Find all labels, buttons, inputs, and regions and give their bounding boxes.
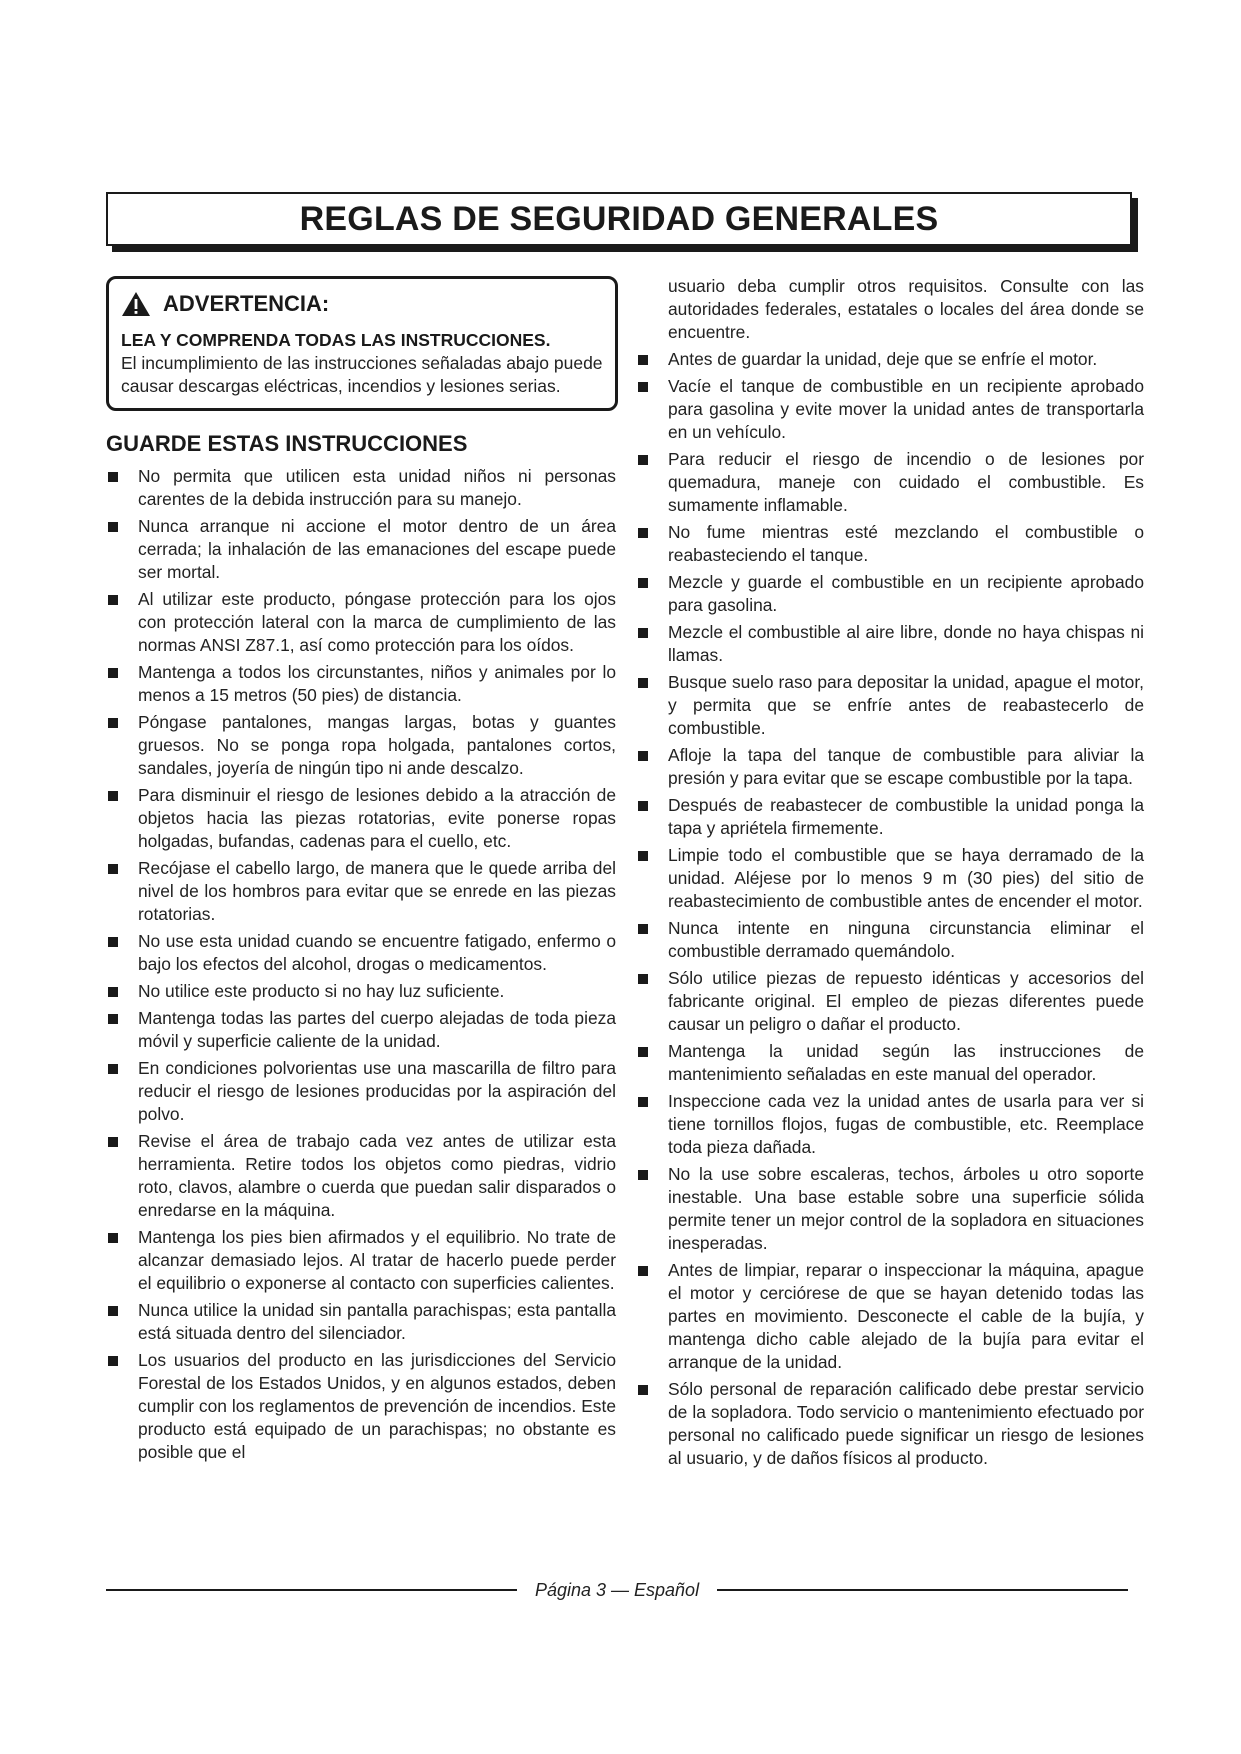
bullet-square-icon <box>638 528 648 538</box>
rule-text: Mezcle y guarde el combustible en un recipiente aprobado para gasolina. <box>668 572 1144 615</box>
bullet-square-icon <box>108 522 118 532</box>
warning-header <box>121 291 605 317</box>
bullet-square-icon <box>638 974 648 984</box>
bullet-square-icon <box>638 355 648 365</box>
list-item <box>636 1040 1144 1086</box>
rule-text: Busque suelo raso para depositar la unidad, apague el motor, y permita que se enfríe antes de reabastecerlo de combustible. <box>668 672 1144 738</box>
rule-text: Después de reabastecer de combustible la unidad ponga la tapa y apriétela firmemente. <box>668 795 1144 838</box>
rule-text: Sólo personal de reparación calificado debe prestar servicio de la sopladora. Todo servicio o mantenimiento efectuado por personal no calificado puede significar un riesgo de lesiones al usuario, y de daños físicos al producto. <box>668 1379 1144 1468</box>
bullet-square-icon <box>638 1047 648 1057</box>
bullet-square-icon <box>108 791 118 801</box>
bullet-square-icon <box>108 864 118 874</box>
right-rules-list <box>636 348 1144 1470</box>
list-item <box>106 1299 616 1345</box>
list-item <box>636 967 1144 1036</box>
list-item <box>636 1163 1144 1255</box>
rule-text: Limpie todo el combustible que se haya derramado de la unidad. Aléjese por lo menos 9 m (30 pies) del sitio de reabastecimiento de combustible antes de encender el motor. <box>668 845 1144 911</box>
list-item <box>106 1007 616 1053</box>
warning-bold-text: LEA Y COMPRENDA TODAS LAS INSTRUCCIONES. <box>121 330 551 350</box>
list-item <box>636 744 1144 790</box>
left-rules-list <box>106 465 616 1464</box>
left-column <box>106 276 616 1468</box>
list-item <box>106 661 616 707</box>
warning-text: El incumplimiento de las instrucciones señaladas abajo puede causar descargas eléctricas, incendios y lesiones serias. <box>121 353 603 396</box>
rule-text: Antes de limpiar, reparar o inspeccionar la máquina, apague el motor y cerciórese de que se hayan detenido todas las partes en movimiento. Desconecte el cable de la bujía, y mantenga dicho cable alejado de la bujía para evitar el arranque de la unidad. <box>668 1260 1144 1372</box>
rule-text: Mezcle el combustible al aire libre, donde no haya chispas ni llamas. <box>668 622 1144 665</box>
rule-text: Antes de guardar la unidad, deje que se enfríe el motor. <box>668 349 1098 369</box>
rule-text: Nunca arranque ni accione el motor dentro de un área cerrada; la inhalación de las emanaciones del escape puede ser mortal. <box>138 516 616 582</box>
warning-box <box>106 276 618 411</box>
rule-text: Nunca utilice la unidad sin pantalla parachispas; esta pantalla está situada dentro del silenciador. <box>138 1300 616 1343</box>
title-box <box>106 192 1132 246</box>
list-item <box>106 711 616 780</box>
bullet-square-icon <box>638 1266 648 1276</box>
list-item <box>636 1259 1144 1374</box>
rule-text: Mantenga los pies bien afirmados y el equilibrio. No trate de alcanzar demasiado lejos. Al tratar de hacerlo puede perder el equilibrio o exponerse al contacto con superficies calientes. <box>138 1227 616 1293</box>
warning-title: ADVERTENCIA: <box>163 291 330 316</box>
list-item <box>106 857 616 926</box>
bullet-square-icon <box>108 1306 118 1316</box>
rule-text: Sólo utilice piezas de repuesto idénticas y accesorios del fabricante original. El empleo de piezas diferentes puede causar un peligro o dañar el producto. <box>668 968 1144 1034</box>
rule-text: Inspeccione cada vez la unidad antes de usarla para ver si tiene tornillos flojos, fugas de combustible, etc. Reemplace toda pieza dañada. <box>668 1091 1144 1157</box>
list-item <box>106 1349 616 1464</box>
bullet-square-icon <box>638 382 648 392</box>
rule-text: Mantenga la unidad según las instrucciones de mantenimiento señaladas en este manual del operador. <box>668 1041 1144 1084</box>
list-item <box>106 784 616 853</box>
list-item <box>106 1130 616 1222</box>
bullet-square-icon <box>108 1233 118 1243</box>
bullet-square-icon <box>638 1097 648 1107</box>
rule-text: Para disminuir el riesgo de lesiones debido a la atracción de objetos hacia las piezas rotatorias, evite ponerse ropas holgadas, bufandas, cadenas para el cuello, etc. <box>138 785 616 851</box>
rule-text: No utilice este producto si no hay luz suficiente. <box>138 981 505 1001</box>
bullet-square-icon <box>638 1170 648 1180</box>
bullet-square-icon <box>108 937 118 947</box>
rule-text: Póngase pantalones, mangas largas, botas y guantes gruesos. No se ponga ropa holgada, pantalones cortos, sandales, joyería de ningún tipo ni ande descalzo. <box>138 712 616 778</box>
rule-text: Para reducir el riesgo de incendio o de lesiones por quemadura, maneje con cuidado el combustible. Es sumamente inflamable. <box>668 449 1144 515</box>
bullet-square-icon <box>108 472 118 482</box>
list-item <box>106 930 616 976</box>
bullet-square-icon <box>108 595 118 605</box>
bullet-square-icon <box>108 668 118 678</box>
list-item <box>106 980 616 1003</box>
bullet-square-icon <box>638 801 648 811</box>
list-item <box>106 588 616 657</box>
list-item <box>636 1090 1144 1159</box>
bullet-square-icon <box>108 718 118 728</box>
list-item <box>636 844 1144 913</box>
list-item <box>636 671 1144 740</box>
list-item <box>636 1378 1144 1470</box>
list-item <box>636 448 1144 517</box>
bullet-square-icon <box>638 1385 648 1395</box>
list-item <box>106 515 616 584</box>
rule-text: No la use sobre escaleras, techos, árboles u otro soporte inestable. Una base estable sobre una superficie sólida permite tener un mejor control de la sopladora en situaciones inesperadas. <box>668 1164 1144 1253</box>
page-title: REGLAS DE SEGURIDAD GENERALES <box>299 199 939 238</box>
bullet-square-icon <box>638 924 648 934</box>
list-item <box>636 521 1144 567</box>
list-item <box>636 375 1144 444</box>
bullet-square-icon <box>638 851 648 861</box>
bullet-square-icon <box>638 455 648 465</box>
bullet-square-icon <box>108 1064 118 1074</box>
bullet-square-icon <box>638 678 648 688</box>
right-column <box>636 275 1144 1474</box>
bullet-square-icon <box>108 1137 118 1147</box>
rule-text: No use esta unidad cuando se encuentre fatigado, enfermo o bajo los efectos del alcohol, drogas o medicamentos. <box>138 931 616 974</box>
list-item <box>636 348 1144 371</box>
rule-text: En condiciones polvorientas use una mascarilla de filtro para reducir el riesgo de lesiones producidas por la aspiración del polvo. <box>138 1058 616 1124</box>
page-footer <box>106 1578 1128 1602</box>
bullet-square-icon <box>638 578 648 588</box>
rule-text: Mantenga todas las partes del cuerpo alejadas de toda pieza móvil y superficie caliente de la unidad. <box>138 1008 616 1051</box>
bullet-square-icon <box>108 987 118 997</box>
rule-text: Nunca intente en ninguna circunstancia eliminar el combustible derramado quemándolo. <box>668 918 1144 961</box>
warning-triangle-icon <box>121 291 151 317</box>
bullet-square-icon <box>108 1356 118 1366</box>
list-item <box>106 465 616 511</box>
continuation-text: usuario deba cumplir otros requisitos. Consulte con las autoridades federales, estatales o locales del área donde se encuentre. <box>668 276 1144 342</box>
footer-rule-left <box>106 1589 517 1591</box>
bullet-square-icon <box>638 751 648 761</box>
footer-rule-right <box>717 1589 1128 1591</box>
rule-text: Revise el área de trabajo cada vez antes de utilizar esta herramienta. Retire todos los objetos como piedras, vidrio roto, clavos, alambre o cuerda que puedan salir disparados o enredarse en la máquina. <box>138 1131 616 1220</box>
footer-label: Página 3 — Español <box>534 1579 700 1600</box>
list-item <box>636 571 1144 617</box>
rule-text: Afloje la tapa del tanque de combustible para aliviar la presión y para evitar que se escape combustible por la tapa. <box>668 745 1144 788</box>
bullet-square-icon <box>108 1014 118 1024</box>
rule-text: No permita que utilicen esta unidad niños ni personas carentes de la debida instrucción para su manejo. <box>138 466 616 509</box>
rule-text: Mantenga a todos los circunstantes, niños y animales por lo menos a 15 metros (50 pies) de distancia. <box>138 662 616 705</box>
list-item <box>106 1226 616 1295</box>
section-title: GUARDE ESTAS INSTRUCCIONES <box>106 431 468 456</box>
list-item <box>636 621 1144 667</box>
rule-text: Recójase el cabello largo, de manera que le quede arriba del nivel de los hombros para evitar que se enrede en las piezas rotatorias. <box>138 858 616 924</box>
list-item <box>636 917 1144 963</box>
rule-text: No fume mientras esté mezclando el combustible o reabasteciendo el tanque. <box>668 522 1144 565</box>
rule-text: Al utilizar este producto, póngase protección para los ojos con protección lateral con la marca de cumplimiento de las normas ANSI Z87.1, así como protección para los oídos. <box>138 589 616 655</box>
rule-text: Los usuarios del producto en las jurisdicciones del Servicio Forestal de los Estados Unidos, y en algunos estados, deben cumplir con los reglamentos de prevención de incendios. Este producto está equipado de un parachispas; no obstante es posible que el <box>138 1350 616 1462</box>
list-item <box>636 794 1144 840</box>
bullet-square-icon <box>638 628 648 638</box>
list-item <box>106 1057 616 1126</box>
rule-text: Vacíe el tanque de combustible en un recipiente aprobado para gasolina y evite mover la unidad antes de transportarla en un vehículo. <box>668 376 1144 442</box>
